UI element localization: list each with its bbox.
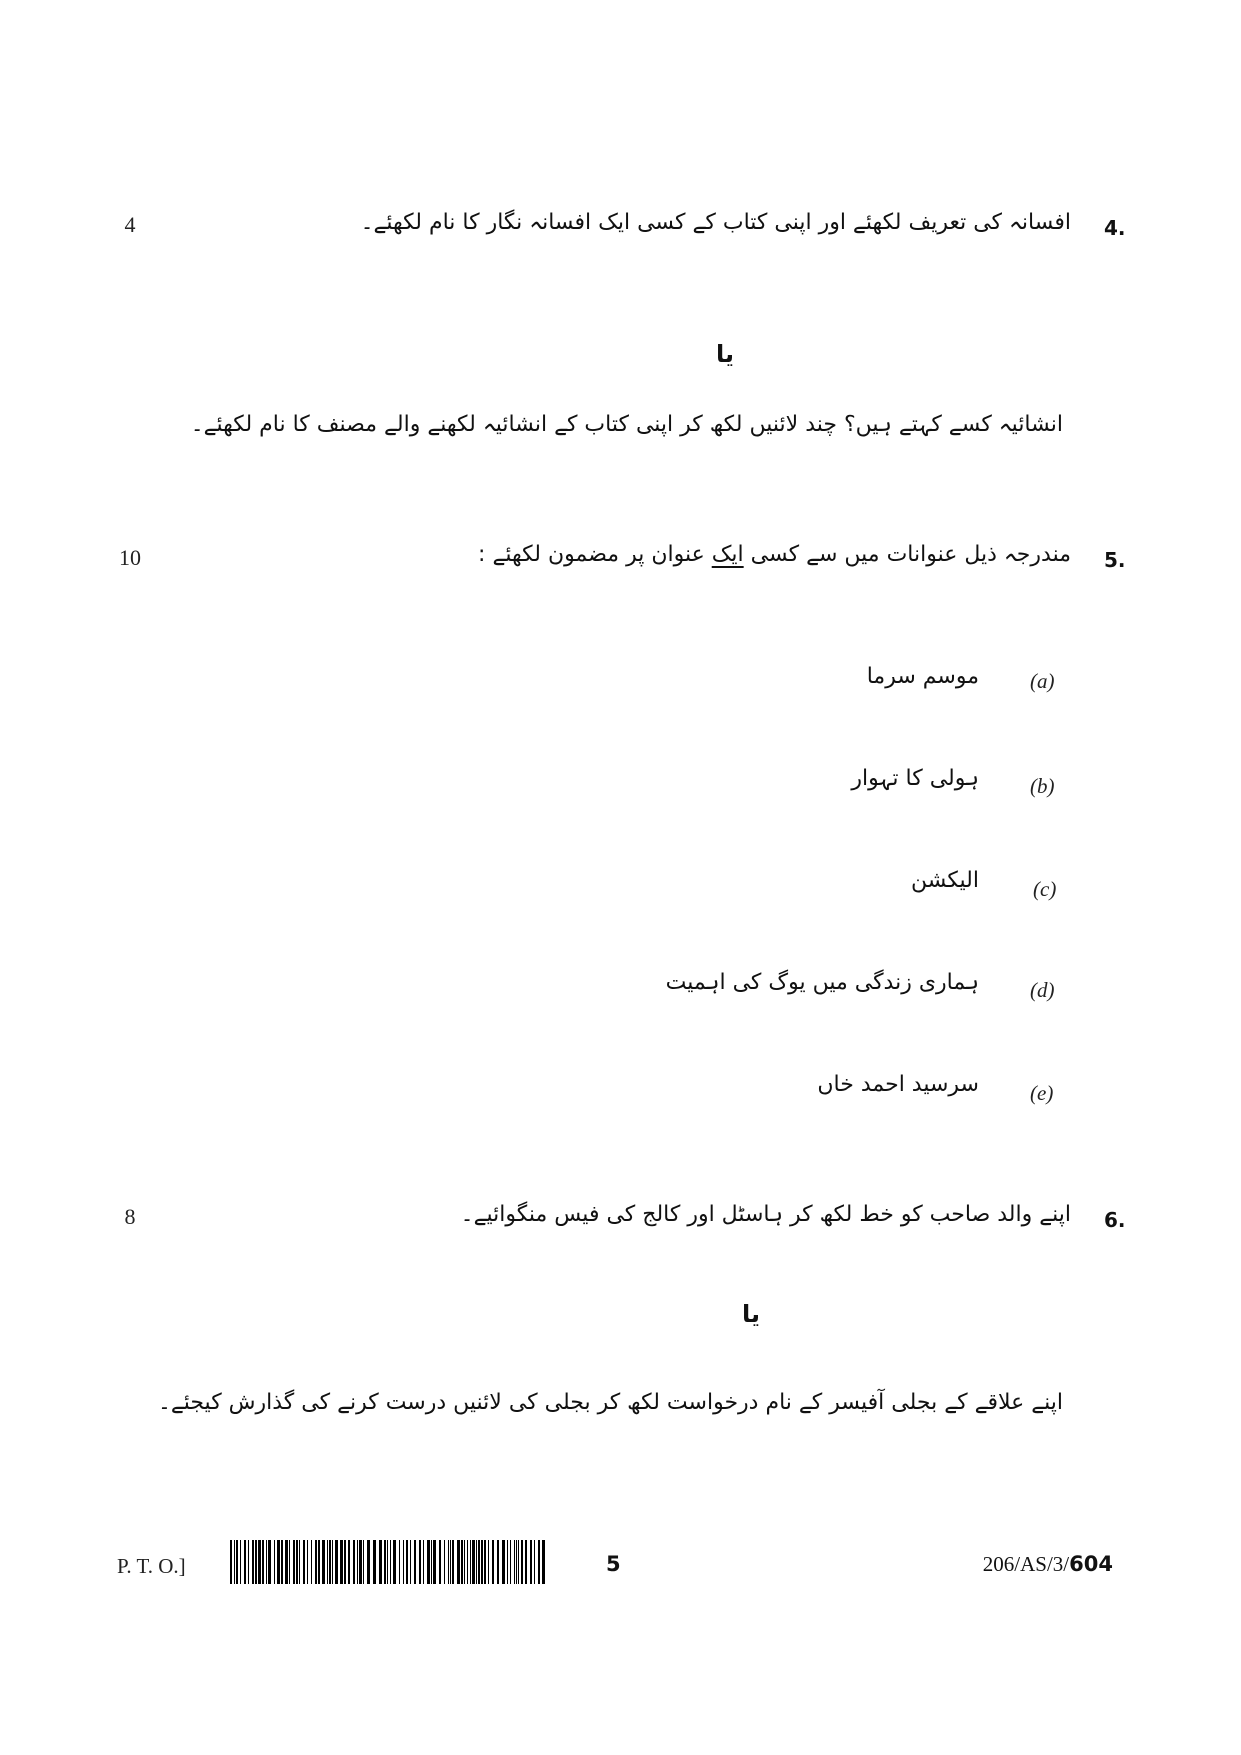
pto-label: P. T. O.]: [117, 1554, 186, 1578]
paper-code-suffix: 604: [1069, 1552, 1113, 1576]
q5-option-d-label: (d): [1030, 978, 1055, 1002]
q5-option-e-text: سرسید احمد خاں: [817, 1072, 979, 1097]
q5-text: [478, 542, 1071, 568]
q4-text: افسانہ کی تعریف لکھئے اور اپنی کتاب کے کسی ایک افسانہ نگار کا نام لکھئے۔: [360, 210, 1071, 235]
paper-code-prefix: 206/AS/3/: [982, 1552, 1070, 1576]
q5-marks: 10: [119, 545, 141, 570]
q5-option-b-text: ہولی کا تہوار: [851, 766, 979, 791]
q5-option-d-text: ہماری زندگی میں یوگ کی اہمیت: [665, 970, 979, 995]
q6-or-label: یا: [742, 1300, 761, 1328]
q6-marks: 8: [124, 1204, 136, 1229]
q5-option-b-label: (b): [1030, 774, 1055, 798]
q5-number: 5.: [1104, 548, 1126, 572]
q6-text: اپنے والد صاحب کو خط لکھ کر ہاسٹل اور کالج کی فیس منگوائیے۔: [460, 1202, 1071, 1227]
q4-number: 4.: [1104, 216, 1126, 240]
barcode-icon: [230, 1540, 550, 1584]
q5-option-a-label: (a): [1030, 669, 1055, 693]
q4-marks: 4: [124, 212, 136, 237]
q4-or-label: یا: [716, 340, 735, 368]
q6-alt-text: اپنے علاقے کے بجلی آفیسر کے نام درخواست لکھ کر بجلی کی لائنیں درست کرنے کی گذارش کیجئے۔: [157, 1390, 1063, 1415]
q5-text-underlined: ایک: [711, 542, 744, 567]
page-number: 5: [606, 1552, 621, 1576]
q4-alt-text: انشائیہ کسے کہتے ہیں؟ چند لائنیں لکھ کر اپنی کتاب کے انشائیہ لکھنے والے مصنف کا نام لکھئے۔: [190, 412, 1063, 437]
q5-text-after: عنوان پر مضمون لکھئے :: [478, 542, 705, 567]
q5-option-c-label: (c): [1033, 877, 1057, 901]
q5-option-c-text: الیکشن: [911, 868, 979, 893]
q5-option-e-label: (e): [1030, 1081, 1054, 1105]
q5-text-before: مندرجہ ذیل عنوانات میں سے کسی: [750, 542, 1071, 567]
q6-number: 6.: [1104, 1208, 1126, 1232]
q5-option-a-text: موسم سرما: [866, 664, 979, 689]
paper-code: [983, 1552, 1113, 1577]
